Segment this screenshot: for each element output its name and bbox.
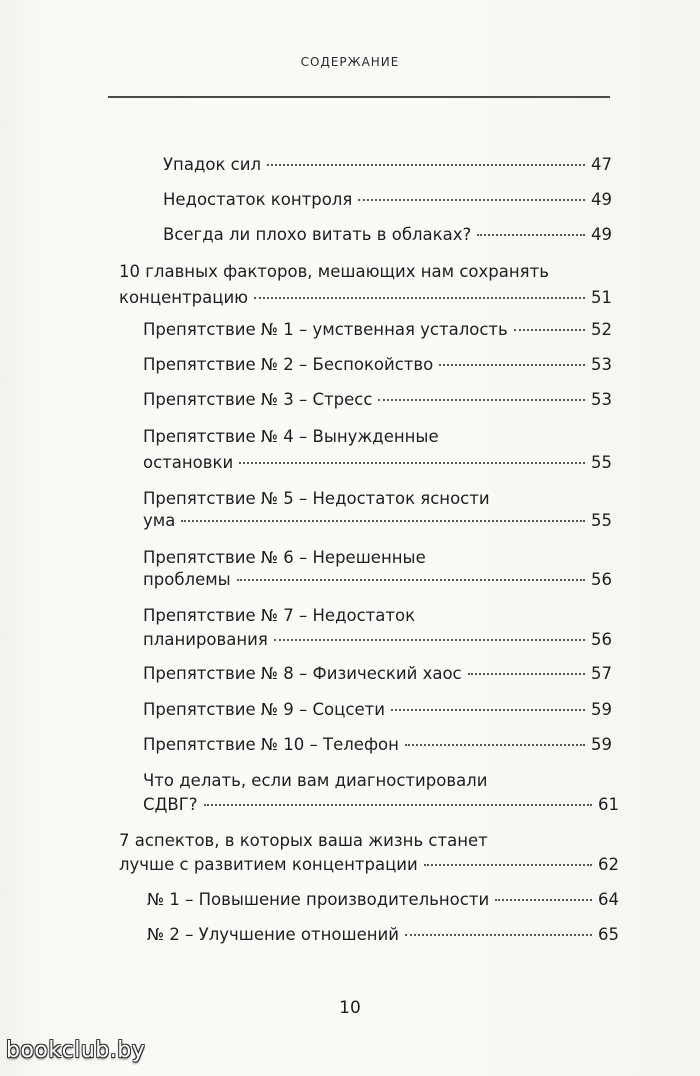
toc-entry-title: СДВГ? [143, 795, 198, 814]
toc-entry-title: Препятствие № 1 – умственная усталость [143, 320, 508, 339]
toc-entry-title: проблемы [143, 570, 231, 589]
leader-dots [439, 364, 585, 366]
toc-entry-page: 61 [598, 795, 619, 814]
toc-entry-title: концентрацию [119, 288, 249, 307]
leader-dots [405, 744, 585, 746]
leader-dots [405, 934, 592, 936]
leader-dots [274, 639, 585, 641]
toc-entry [143, 700, 612, 720]
toc-entry-page: 51 [591, 288, 612, 307]
toc-entry-page: 56 [591, 630, 612, 649]
toc-entry [143, 664, 612, 684]
toc-entry-first-line: Что делать, если вам диагностировали [143, 771, 488, 790]
toc-entry-page: 59 [591, 735, 612, 754]
toc-entry-title: остановки [143, 453, 234, 472]
toc-entry-page: 53 [591, 390, 612, 409]
toc-entry [163, 155, 612, 175]
toc-entry-page: 57 [591, 664, 612, 683]
toc-entry [143, 630, 612, 650]
toc-entry-first-line: 7 аспектов, в которых ваша жизнь станет [119, 831, 488, 850]
leader-dots [468, 673, 585, 675]
toc-entry-page: 52 [591, 320, 612, 339]
toc-entry-title: Препятствие № 10 – Телефон [143, 735, 399, 754]
toc-entry [143, 390, 612, 410]
leader-dots [204, 804, 592, 806]
toc-entry [143, 735, 612, 755]
leader-dots [424, 864, 592, 866]
toc-entry-page: 64 [598, 890, 619, 909]
toc-entry-page: 53 [591, 355, 612, 374]
toc-entry-title: Препятствие № 3 – Стресс [143, 390, 373, 409]
toc-entry [143, 355, 612, 375]
toc-entry-title: Препятствие № 8 – Физический хаос [143, 664, 462, 683]
leader-dots [495, 899, 592, 901]
leader-dots [237, 579, 585, 581]
toc-entry [147, 925, 619, 945]
toc-entry [143, 795, 619, 815]
leader-dots [358, 199, 585, 201]
toc-entry [143, 320, 612, 340]
toc-entry-first-line: Препятствие № 4 – Вынужденные [143, 427, 439, 446]
site-watermark: bookclub.by [6, 1038, 146, 1063]
toc-entry [147, 890, 619, 910]
leader-dots [254, 297, 585, 299]
toc-entry-page: 47 [591, 155, 612, 174]
toc-entry-title: № 1 – Повышение производительности [147, 890, 490, 909]
toc-entry [119, 288, 612, 308]
toc-entry [163, 225, 612, 245]
toc-entry-page: 55 [591, 453, 612, 472]
toc-entry-page: 65 [598, 925, 619, 944]
toc-entry-first-line: Препятствие № 7 – Недостаток [143, 606, 416, 625]
toc-entry-title: Препятствие № 9 – Соцсети [143, 700, 385, 719]
leader-dots [239, 462, 585, 464]
toc-entry [163, 190, 612, 210]
toc-entry-page: 62 [598, 855, 619, 874]
toc-entry-page: 49 [591, 225, 612, 244]
toc-entry-title: лучше с развитием концентрации [119, 855, 418, 874]
toc-entry-title: Всегда ли плохо витать в облаках? [163, 225, 472, 244]
leader-dots [181, 520, 585, 522]
toc-entry-title: Упадок сил [163, 155, 262, 174]
toc-entry-title: № 2 – Улучшение отношений [147, 925, 399, 944]
toc-entry-first-line: Препятствие № 6 – Нерешенные [143, 548, 426, 567]
toc-entry-page: 49 [591, 190, 612, 209]
leader-dots [267, 164, 585, 166]
leader-dots [477, 234, 585, 236]
toc-entry-title: Препятствие № 2 – Беспокойство [143, 355, 434, 374]
running-title: СОДЕРЖАНИЕ [300, 55, 400, 69]
toc-entry-first-line: 10 главных факторов, мешающих нам сохранять [119, 262, 549, 281]
toc-entry [119, 855, 619, 875]
toc-entry-page: 59 [591, 700, 612, 719]
toc-entry [143, 453, 612, 473]
toc-entry-page: 56 [591, 570, 612, 589]
leader-dots [514, 329, 585, 331]
leader-dots [378, 399, 585, 401]
toc-entry-title: Недостаток контроля [163, 190, 353, 209]
leader-dots [391, 709, 585, 711]
toc-entry-first-line: Препятствие № 5 – Недостаток ясности [143, 489, 490, 508]
toc-entry-title: планирования [143, 630, 268, 649]
toc-entry [143, 511, 612, 531]
page-number: 10 [339, 998, 361, 1018]
toc-entry-page: 55 [591, 511, 612, 530]
toc-entry [143, 570, 612, 590]
toc-entry-title: ума [143, 511, 176, 530]
